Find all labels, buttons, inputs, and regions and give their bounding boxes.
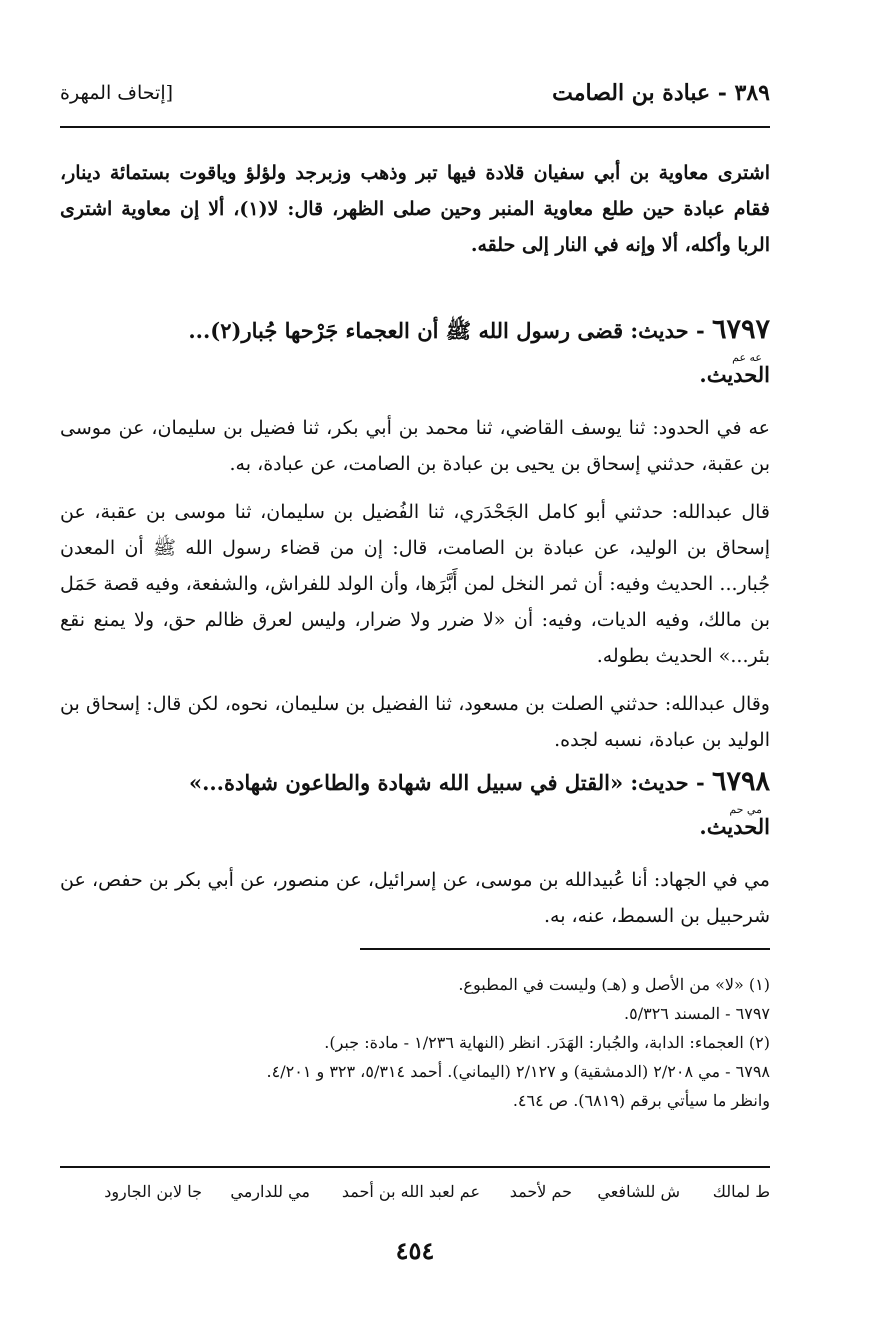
footnote-1: (١) «لا» من الأصل و (هـ) وليست في المطبوع. <box>458 975 770 994</box>
abbreviation-item: حم لأحمد <box>509 1182 572 1201</box>
paragraph-hadith-text: اشترى معاوية بن أبي سفيان قلادة فيها تبر وذهب وزبرجد ولؤلؤ وياقوت بستمائة دينار، فقام عبادة حين طلع معاوية المنبر وحين صلى الظهر، قال: لا(١)، ألا إن معاوية اشترى الربا وأكله، ألا وإنه في النار إلى حلقه. <box>60 162 771 256</box>
paragraph-abdullah: قال عبدالله: حدثني أبو كامل الجَحْدَري، ثنا الفُضيل بن سليمان، ثنا موسى بن عقبة، عن إسحاق بن الوليد، عن عبادة بن الصامت، قال: إن من قضاء رسول الله ﷺ أن المعدن جُبار... الحديث وفيه: أن ثمر النخل لمن أَبَّرَها، وأن الولد للفراش، والشفعة، وفيه قصة حَمَل بن مالك، وفيه الديات، وفيه: أن «لا ضرر ولا ضرار، وليس لعرق ظالم حق، ولا يمنع نقع بئر...» الحديث بطوله. <box>60 501 770 667</box>
paragraph-abdullah-2: وقال عبدالله: حدثني الصلت بن مسعود، ثنا الفضيل بن سليمان، نحوه، لكن قال: إسحاق بن الوليد بن عبادة، نسبه لجده. <box>60 693 770 751</box>
hadith-heading-6797 <box>60 312 770 349</box>
hadith-heading-6798 <box>60 764 770 801</box>
abbreviation-item: مي للدارمي <box>230 1182 310 1201</box>
abbreviation-item: جا لابن الجارود <box>104 1182 202 1201</box>
book-page <box>60 0 770 1332</box>
footnote-5: وانظر ما سيأتي برقم (٦٨١٩). ص ٤٦٤. <box>512 1091 770 1110</box>
hadith-end: الحديث. <box>699 814 770 839</box>
hadith-end: الحديث. <box>699 362 770 387</box>
source-codes: مي حم <box>729 803 762 816</box>
footnote-4: ٦٧٩٨ - مي ٢/٢٠٨ (الدمشقية) و ٢/١٢٧ (اليماني). أحمد ٥/٣١٤، ٣٢٣ و ٤/٢٠١. <box>266 1062 770 1081</box>
abbreviation-rule <box>60 1166 770 1168</box>
hadith-number: ٦٧٩٨ <box>711 766 770 797</box>
page-number: ٤٥٤ <box>395 1236 435 1265</box>
running-header <box>60 80 770 114</box>
abbreviation-item: عم لعبد الله بن أحمد <box>341 1182 480 1201</box>
header-rule <box>60 126 770 128</box>
paragraph-isnad: عه في الحدود: ثنا يوسف القاضي، ثنا محمد بن أبي بكر، ثنا فضيل بن سليمان، عن موسى بن عقبة، حدثني إسحاق بن يحيى بن عبادة بن الصامت، عن عبادة، به. <box>60 417 770 475</box>
chapter-title: ٣٨٩ - عبادة بن الصامت <box>552 80 770 106</box>
abbreviation-item: ش للشافعي <box>597 1182 680 1201</box>
footnote-rule <box>360 948 770 950</box>
footnote-2: ٦٧٩٧ - المسند ٥/٣٢٦. <box>624 1004 770 1023</box>
hadith-title: - حديث: قضى رسول الله ﷺ أن العجماء جَرْحها جُبار(٢)... <box>188 318 705 343</box>
hadith-title: - حديث: «القتل في سبيل الله شهادة والطاعون شهادة...» <box>188 770 705 795</box>
paragraph-darimi: مي في الجهاد: أنا عُبيدالله بن موسى، عن إسرائيل، عن منصور، عن أبي بكر بن حفص، عن شرحبيل بن السمط، عنه، به. <box>60 869 770 927</box>
book-title: [إتحاف المهرة <box>60 82 174 104</box>
abbreviation-key <box>60 1182 770 1212</box>
footnote-3: (٢) العجماء: الدابة، والجُبار: الهَدَر. انظر (النهاية ١/٢٣٦ - مادة: جبر). <box>324 1033 770 1052</box>
abbreviation-item: ط لمالك <box>712 1182 770 1201</box>
hadith-number: ٦٧٩٧ <box>711 314 770 345</box>
source-codes: عه عم <box>732 351 762 364</box>
